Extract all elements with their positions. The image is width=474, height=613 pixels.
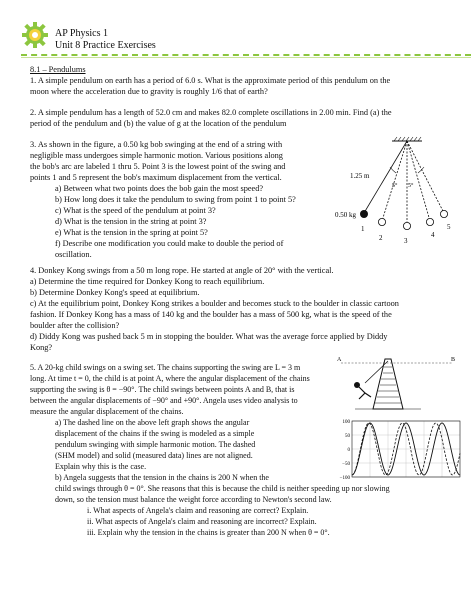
length-label: 1.25 m (350, 172, 370, 180)
q5b-line: b) Angela suggests that the tension in the chains is 200 N when the (55, 473, 269, 482)
point-label-4: 4 (431, 231, 435, 239)
q4-line: a) Determine the time required for Donkey Kong to reach equilibrium. (30, 277, 265, 286)
q4-line: fashion. If Donkey Kong has a mass of 140 kg and the boulder has a mass of 500 kg, what is the speed of the (30, 310, 392, 319)
q5a-line: Explain why this is the case. (55, 462, 147, 471)
q4-line: d) Diddy Kong was pushed back 5 m in stopping the boulder. What was the average force applied by Diddy (30, 332, 388, 341)
q4-line: c) At the equilibrium point, Donkey Kong strikes a boulder and becomes stuck to the boulder in classic cartoon (30, 299, 399, 308)
q3-part: oscillation. (55, 250, 92, 259)
y-tick-label: 100 (342, 420, 350, 425)
q5b-line: down, so the tension must balance the weight force according to Newton's second law. (55, 495, 332, 504)
angle-label: 5° (392, 183, 398, 189)
q4-line: boulder after the collision? (30, 321, 120, 330)
string-4 (407, 141, 430, 221)
q5a-line: displacement of the chains if the swing is modeled as a simple (55, 429, 255, 438)
q3-line: the bob's arc are labeled 1 thru 5. Point 3 is the lowest point of the swing and (30, 162, 286, 171)
child-body (359, 387, 371, 399)
header-divider-thin (21, 57, 471, 58)
q5b-line: child swings through θ = 0°. She reasons that this is because the child is neither speeding up nor slowing (55, 484, 390, 493)
q5b-item: i. What aspects of Angela's claim and reasoning are correct? Explain. (87, 506, 309, 515)
string-1 (364, 141, 407, 213)
angle-arc (390, 167, 396, 173)
bob-4 (426, 218, 433, 225)
q2-line: period of the pendulum and (b) the value of g at the location of the pendulum (30, 119, 287, 128)
point-label-2: 2 (379, 234, 383, 242)
q3-part: b) How long does it take the pendulum to swing from point 1 to point 5? (55, 195, 296, 204)
q3-part: e) What is the tension in the spring at point 5? (55, 228, 208, 237)
swing-frame (373, 359, 403, 409)
q5-line: between the angular displacements of −90° and +90°. Angela uses video analysis to (30, 396, 298, 405)
string-2 (382, 141, 407, 221)
q3-part: a) Between what two points does the bob gain the most speed? (55, 184, 264, 193)
swing-set-figure (335, 355, 460, 413)
pivot-hatch (394, 137, 421, 141)
q3-part: f) Describe one modification you could make to double the period of (55, 239, 284, 248)
q4-line: 4. Donkey Kong swings from a 50 m long rope. He started at angle of 20° with the vertical. (30, 266, 334, 275)
point-b-label: B (451, 357, 456, 363)
angular-displacement-graph (330, 415, 465, 483)
q5-line: supporting the swing is θ = −90°. The child swings between points A and B, that is (30, 385, 295, 394)
y-tick-label: −50 (342, 462, 350, 467)
q1-line: moon where the acceleration due to gravity is roughly 1/6 that of earth? (30, 87, 268, 96)
pendulum-figure (330, 135, 460, 250)
y-tick-label: 0 (347, 448, 350, 453)
q5a-line: a) The dashed line on the above left graph shows the angular (55, 418, 250, 427)
course-title: AP Physics 1 (55, 28, 108, 39)
point-label-1: 1 (361, 225, 365, 233)
y-tick-label: 50 (345, 434, 350, 439)
mass-label: 0.50 kg (335, 211, 356, 219)
q5-line: measure the angular displacement of the chains. (30, 407, 184, 416)
bob-1 (360, 210, 368, 218)
unit-title: Unit 8 Practice Exercises (55, 40, 156, 51)
q3-part: d) What is the tension in the string at point 3? (55, 217, 207, 226)
q5b-item: iii. Explain why the tension in the chains is greater than 200 N when θ = 0°. (87, 528, 330, 537)
q3-line: negligible mass undergoes simple harmonic motion. Various positions along (30, 151, 283, 160)
bob-3 (403, 222, 410, 229)
section-heading: 8.1 – Pendulums (30, 65, 86, 74)
swing-chain (365, 361, 388, 383)
q1-line: 1. A simple pendulum on earth has a period of 6.0 s. What is the approximate period of this pendulum on the (30, 76, 391, 85)
q5b-item: ii. What aspects of Angela's claim and reasoning are incorrect? Explain. (87, 517, 317, 526)
y-tick-label: −100 (339, 476, 350, 481)
q4-line: b) Determine Donkey Kong's speed at equilibrium. (30, 288, 200, 297)
bob-5 (440, 210, 447, 217)
q3-line: points 1 and 5 represent the bob's maximum displacement from the vertical. (30, 173, 282, 182)
q2-line: 2. A simple pendulum has a length of 52.0 cm and makes 82.0 complete oscillations in 2.00 min. Find (a) the (30, 108, 392, 117)
q5a-line: (SHM model) and solid (measured data) lines are not aligned. (55, 451, 253, 460)
q4-line: Kong? (30, 343, 53, 352)
point-label-3: 3 (404, 237, 408, 245)
q5-line: long. At time t = 0, the child is at point A, where the angular displacement of the chains (30, 374, 310, 383)
string-5 (407, 141, 444, 213)
q3-line: 3. As shown in the figure, a 0.50 kg bob swinging at the end of a string with (30, 140, 283, 149)
q3-part: c) What is the speed of the pendulum at point 3? (55, 206, 216, 215)
angle-label: 5° (408, 183, 414, 189)
point-label-5: 5 (447, 223, 451, 231)
point-a-label: A (337, 357, 342, 363)
q5-line: 5. A 20-kg child swings on a swing set. The chains supporting the swing are L = 3 m (30, 363, 301, 372)
bob-2 (378, 218, 385, 225)
school-logo-icon (22, 22, 48, 48)
header-divider (21, 54, 471, 56)
q5a-line: pendulum swinging with simple harmonic motion. The dashed (55, 440, 256, 449)
